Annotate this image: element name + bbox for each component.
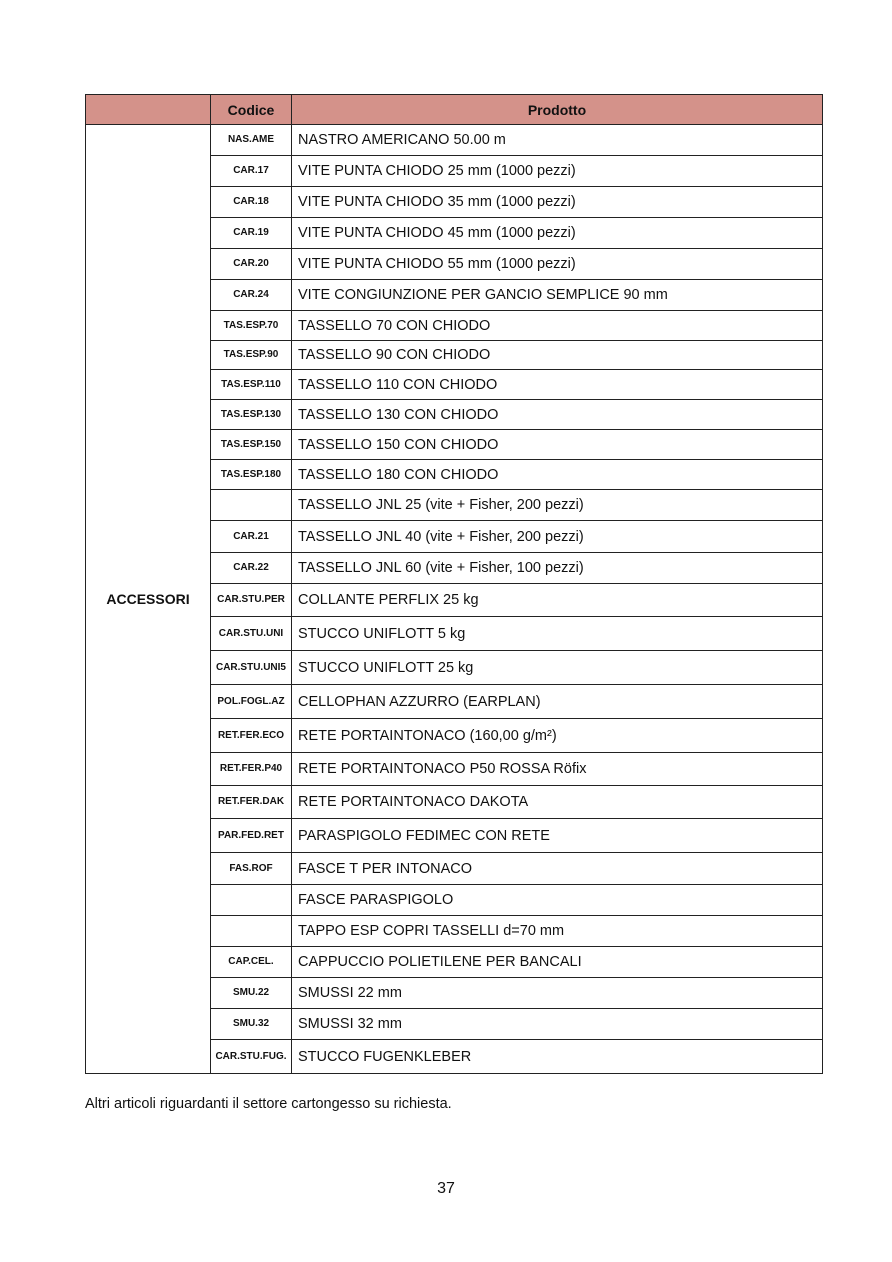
- product-cell: TASSELLO 130 CON CHIODO: [292, 400, 823, 430]
- product-cell: CELLOPHAN AZZURRO (EARPLAN): [292, 685, 823, 719]
- code-cell: [211, 490, 292, 521]
- product-cell: VITE PUNTA CHIODO 55 mm (1000 pezzi): [292, 249, 823, 280]
- code-cell: SMU.32: [211, 1009, 292, 1040]
- product-cell: STUCCO UNIFLOTT 25 kg: [292, 651, 823, 685]
- code-cell: [211, 885, 292, 916]
- table-header-row: [86, 95, 823, 125]
- footer-note: Altri articoli riguardanti il settore cartongesso su richiesta.: [85, 1096, 452, 1112]
- code-cell: NAS.AME: [211, 125, 292, 156]
- header-code: Codice: [211, 95, 292, 125]
- code-cell: TAS.ESP.130: [211, 400, 292, 430]
- product-cell: SMUSSI 32 mm: [292, 1009, 823, 1040]
- code-cell: PAR.FED.RET: [211, 819, 292, 853]
- product-cell: NASTRO AMERICANO 50.00 m: [292, 125, 823, 156]
- code-cell: TAS.ESP.180: [211, 460, 292, 490]
- code-cell: TAS.ESP.70: [211, 311, 292, 341]
- product-cell: TASSELLO JNL 25 (vite + Fisher, 200 pezzi): [292, 490, 823, 521]
- product-cell: TASSELLO JNL 40 (vite + Fisher, 200 pezzi): [292, 521, 823, 553]
- product-cell: SMUSSI 22 mm: [292, 978, 823, 1009]
- header-product: Prodotto: [292, 95, 823, 125]
- product-cell: STUCCO UNIFLOTT 5 kg: [292, 617, 823, 651]
- product-cell: VITE PUNTA CHIODO 35 mm (1000 pezzi): [292, 187, 823, 218]
- code-cell: CAR.18: [211, 187, 292, 218]
- product-cell: VITE PUNTA CHIODO 25 mm (1000 pezzi): [292, 156, 823, 187]
- product-cell: TASSELLO JNL 60 (vite + Fisher, 100 pezzi): [292, 553, 823, 584]
- code-cell: CAR.STU.UNI: [211, 617, 292, 651]
- code-cell: CAR.22: [211, 553, 292, 584]
- code-cell: RET.FER.ECO: [211, 719, 292, 753]
- product-cell: RETE PORTAINTONACO (160,00 g/m²): [292, 719, 823, 753]
- code-cell: CAR.20: [211, 249, 292, 280]
- code-cell: [211, 916, 292, 947]
- code-cell: FAS.ROF: [211, 853, 292, 885]
- table-row: [86, 125, 823, 156]
- product-cell: STUCCO FUGENKLEBER: [292, 1040, 823, 1074]
- product-cell: COLLANTE PERFLIX 25 kg: [292, 584, 823, 617]
- code-cell: CAP.CEL.: [211, 947, 292, 978]
- code-cell: CAR.24: [211, 280, 292, 311]
- product-cell: TAPPO ESP COPRI TASSELLI d=70 mm: [292, 916, 823, 947]
- product-cell: FASCE T PER INTONACO: [292, 853, 823, 885]
- code-cell: POL.FOGL.AZ: [211, 685, 292, 719]
- code-cell: TAS.ESP.90: [211, 341, 292, 370]
- product-cell: FASCE PARASPIGOLO: [292, 885, 823, 916]
- product-cell: RETE PORTAINTONACO DAKOTA: [292, 786, 823, 819]
- product-cell: VITE PUNTA CHIODO 45 mm (1000 pezzi): [292, 218, 823, 249]
- product-cell: RETE PORTAINTONACO P50 ROSSA Röfix: [292, 753, 823, 786]
- code-cell: CAR.STU.UNI5: [211, 651, 292, 685]
- product-cell: VITE CONGIUNZIONE PER GANCIO SEMPLICE 90 mm: [292, 280, 823, 311]
- products-table: [85, 94, 823, 1074]
- code-cell: CAR.STU.PER: [211, 584, 292, 617]
- product-cell: TASSELLO 150 CON CHIODO: [292, 430, 823, 460]
- code-cell: CAR.19: [211, 218, 292, 249]
- product-cell: TASSELLO 110 CON CHIODO: [292, 370, 823, 400]
- code-cell: SMU.22: [211, 978, 292, 1009]
- page-number: 37: [437, 1180, 455, 1197]
- category-cell: ACCESSORI: [86, 125, 211, 1074]
- code-cell: RET.FER.P40: [211, 753, 292, 786]
- product-cell: TASSELLO 180 CON CHIODO: [292, 460, 823, 490]
- product-cell: TASSELLO 90 CON CHIODO: [292, 341, 823, 370]
- code-cell: TAS.ESP.150: [211, 430, 292, 460]
- code-cell: RET.FER.DAK: [211, 786, 292, 819]
- product-cell: TASSELLO 70 CON CHIODO: [292, 311, 823, 341]
- code-cell: CAR.STU.FUG.: [211, 1040, 292, 1074]
- header-category: [86, 95, 211, 125]
- product-cell: CAPPUCCIO POLIETILENE PER BANCALI: [292, 947, 823, 978]
- code-cell: CAR.21: [211, 521, 292, 553]
- code-cell: TAS.ESP.110: [211, 370, 292, 400]
- code-cell: CAR.17: [211, 156, 292, 187]
- product-cell: PARASPIGOLO FEDIMEC CON RETE: [292, 819, 823, 853]
